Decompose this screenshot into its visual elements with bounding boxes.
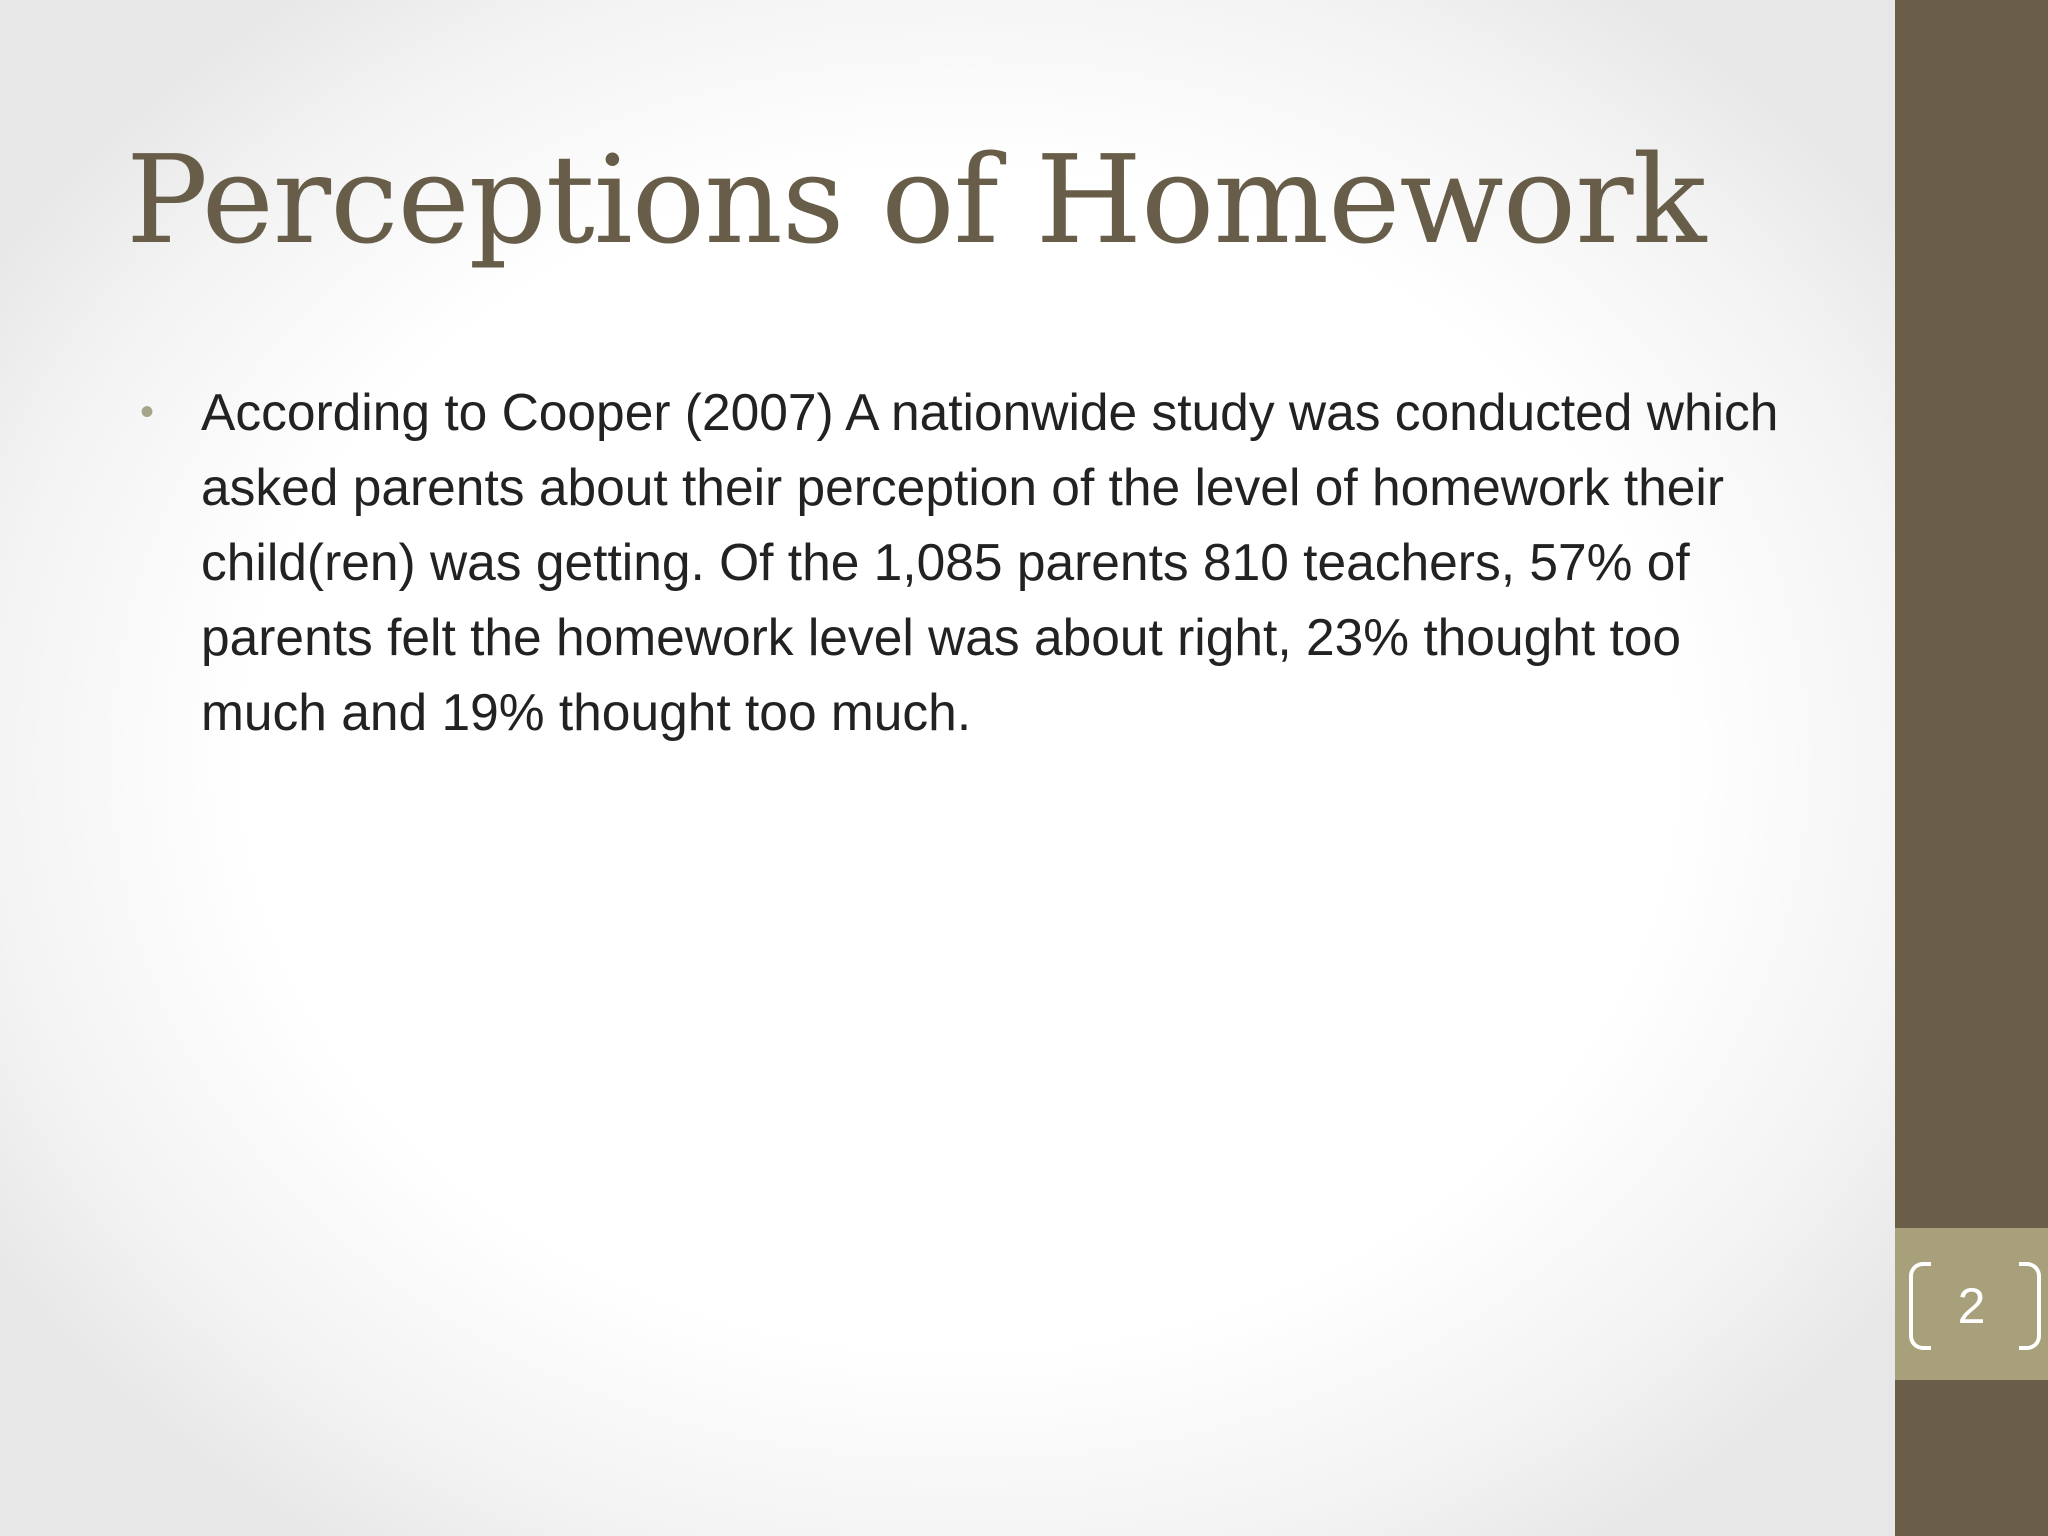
page-number-box (1895, 1228, 2048, 1380)
bullet-text: According to Cooper (2007) A nationwide study was conducted which asked parents about their perception of the level of homework their child(ren) was getting. Of the 1,085 parents 810 teachers, 57% of parents felt the homework level was about right, 23% thought too much and 19% thought too much. (201, 383, 1779, 741)
bullet-dot-icon: • (140, 390, 155, 434)
slide-title: Perceptions of Homework (126, 129, 1706, 271)
bullet-item (140, 375, 1780, 750)
slide-body (140, 375, 1780, 750)
right-bracket-icon (2019, 1262, 2041, 1350)
page-number: 2 (1957, 1278, 1986, 1334)
